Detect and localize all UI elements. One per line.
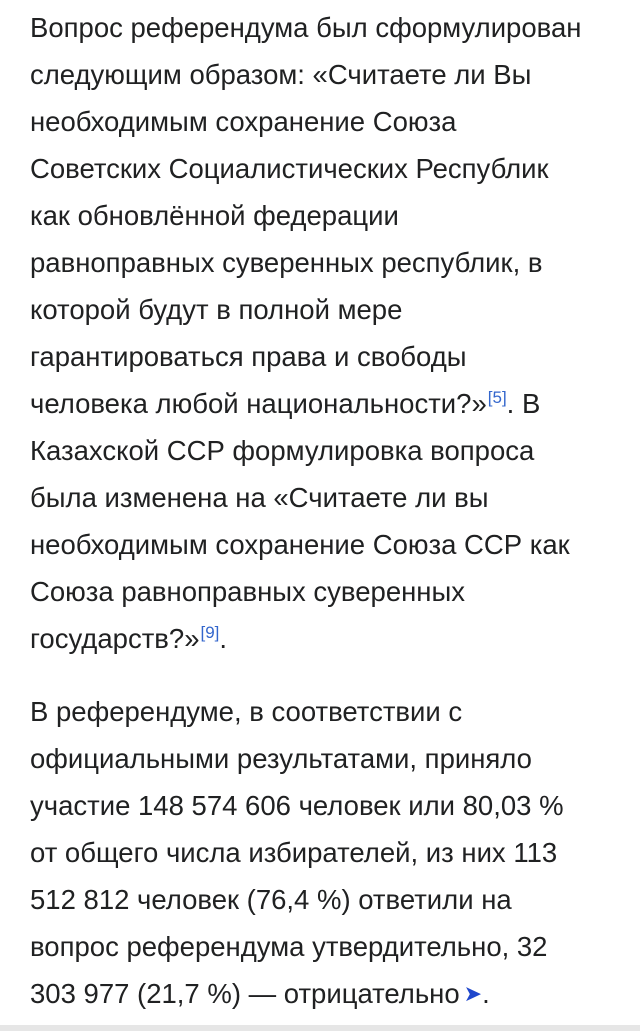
text-line: Союза равноправных суверенных [30,576,466,607]
text-line: Казахской ССР формулировка вопроса [30,435,535,466]
reference-link-5[interactable]: [5] [487,387,507,407]
text-line: была изменена на «Считаете ли вы [30,482,489,513]
text-line: вопрос референдума утвердительно, 32 [30,931,548,962]
paragraph-referendum-question [30,0,630,662]
text-line: человека любой национальности?» [30,388,487,419]
arrow-right-icon[interactable]: ➤ [463,981,483,1006]
text-line: В референдуме, в соответствии с [30,696,463,727]
text-line: равноправных суверенных республик, в [30,247,543,278]
text-line: Вопрос референдума был сформулирован [30,12,582,43]
article-body [30,0,630,1017]
text-line: официальными результатами, приняло [30,743,532,774]
text-line: необходимым сохранение Союза ССР как [30,529,570,560]
text-line: Советских Социалистических Республик [30,153,549,184]
text-line: 303 977 (21,7 %) — отрицательно [30,978,460,1009]
text-line: необходимым сохранение Союза [30,106,457,137]
text-line: государств?» [30,623,200,654]
text-line: которой будут в полной мере [30,294,403,325]
text-line: участие 148 574 606 человек или 80,03 % [30,790,564,821]
bottom-divider [0,1025,640,1031]
paragraph-referendum-results [30,688,630,1017]
text-fragment: . [482,978,490,1009]
text-line: следующим образом: «Считаете ли Вы [30,59,532,90]
text-line: от общего числа избирателей, из них 113 [30,837,558,868]
reference-link-9[interactable]: [9] [200,622,220,642]
text-line: 512 812 человек (76,4 %) ответили на [30,884,512,915]
text-fragment: . [219,623,228,654]
text-line: как обновлённой федерации [30,200,399,231]
text-line: гарантироваться права и свободы [30,341,467,372]
text-fragment: . В [506,388,541,419]
